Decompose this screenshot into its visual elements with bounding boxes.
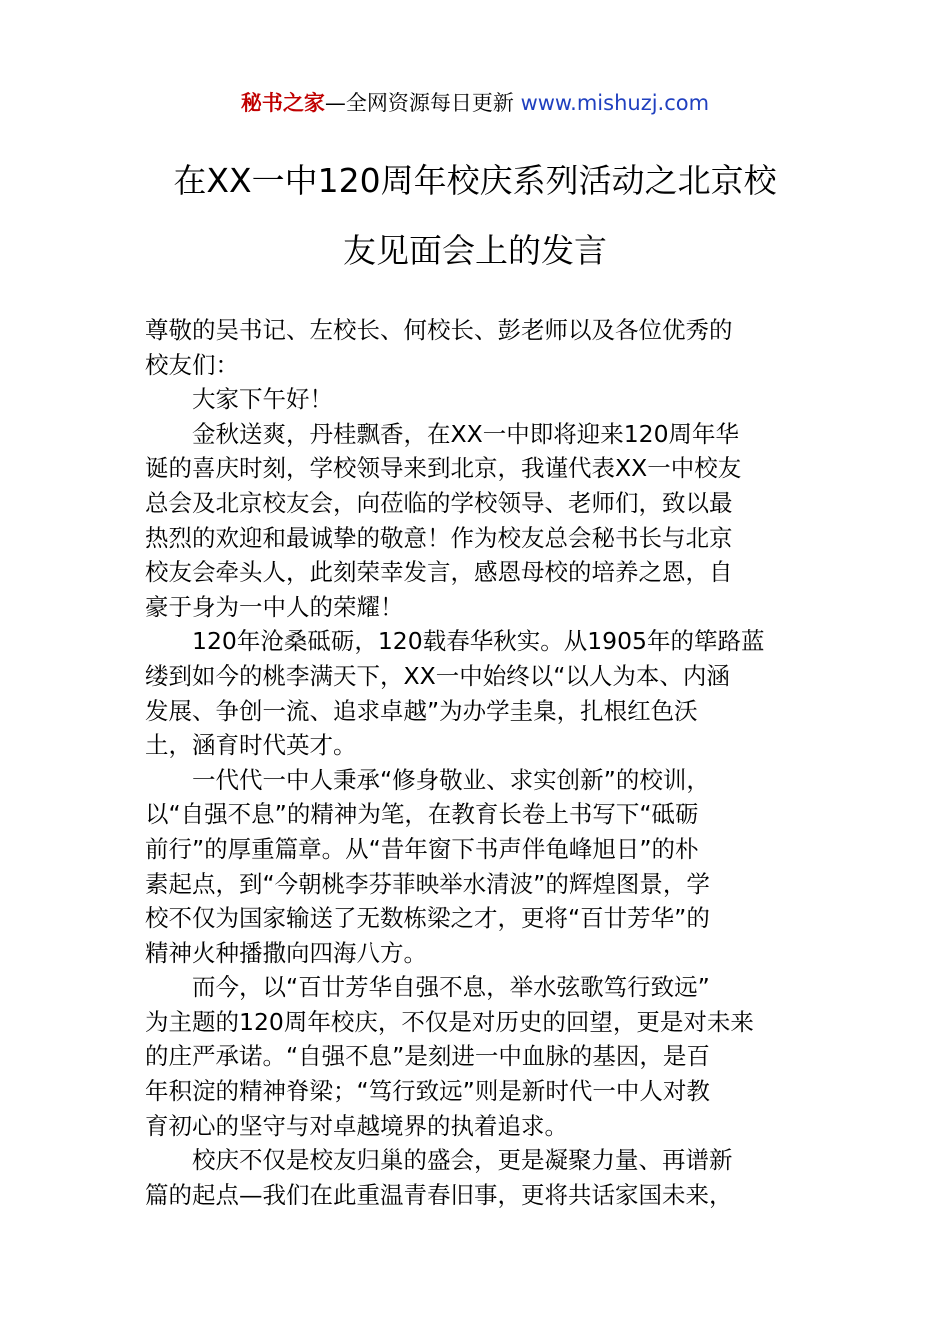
body-paragraph (145, 1143, 807, 1212)
header-tagline: 全网资源每日更新 (345, 91, 521, 115)
text-line: 总会及北京校友会，向莅临的学校领导、老师们，致以最 (145, 488, 733, 517)
body-paragraph (145, 763, 807, 971)
title-line: 友见面会上的发言 (343, 231, 607, 270)
body-paragraph (145, 417, 807, 625)
salutation-paragraph (145, 313, 807, 382)
text-line: 热烈的欢迎和最诚挚的敬意！作为校友总会秘书长与北京 (145, 523, 733, 552)
text-line: 以“自强不息”的精神为笔，在教育长卷上书写下“砥砺 (145, 800, 699, 829)
text-line: 的庄严承诺。“自强不息”是刻进一中血脉的基因，是百 (145, 1042, 710, 1071)
document-body (145, 313, 807, 1212)
text-line: 金秋送爽，丹桂飘香，在XX一中即将迎来120周年华 (192, 419, 740, 448)
site-header (0, 88, 950, 118)
text-line: 尊敬的吴书记、左校长、何校长、彭老师以及各位优秀的 (145, 316, 733, 344)
header-separator: — (324, 91, 346, 115)
text-line: 一代代一中人秉承“修身敬业、求实创新”的校训， (192, 765, 710, 794)
body-paragraph (145, 624, 807, 762)
text-line: 精神火种播撒向四海八方。 (145, 938, 427, 967)
brand-name: 秘书之家 (240, 91, 325, 115)
text-line: 前行”的厚重篇章。从“昔年窗下书声伴龟峰旭日”的朴 (145, 834, 699, 863)
text-line: 大家下午好！ (192, 385, 333, 414)
text-line: 诞的喜庆时刻，学校领导来到北京，我谨代表XX一中校友 (145, 454, 742, 483)
text-line: 豪于身为一中人的荣耀！ (145, 592, 404, 621)
text-line: 120年沧桑砥砺，120载春华秋实。从1905年的筚路蓝 (192, 627, 765, 656)
text-line: 校不仅为国家输送了无数栋梁之才，更将“百廿芳华”的 (145, 904, 710, 933)
header-url-link[interactable]: www.mishuzj.com (520, 91, 710, 115)
document-title (120, 146, 830, 286)
greeting-paragraph (145, 382, 807, 417)
text-line: 年积淀的精神脊梁；“笃行致远”则是新时代一中人对教 (145, 1077, 710, 1106)
title-line: 在XX一中120周年校庆系列活动之北京校 (173, 161, 777, 200)
text-line: 校庆不仅是校友归巢的盛会，更是凝聚力量、再谱新 (192, 1146, 733, 1175)
text-line: 校友会牵头人，此刻荣幸发言，感恩母校的培养之恩，自 (145, 558, 733, 587)
text-line: 素起点，到“今朝桃李芬菲映举水清波”的辉煌图景，学 (145, 869, 710, 898)
text-line: 为主题的120周年校庆，不仅是对历史的回望，更是对未来 (145, 1007, 754, 1036)
text-line: 育初心的坚守与对卓越境界的执着追求。 (145, 1111, 568, 1140)
text-line: 发展、争创一流、追求卓越”为办学圭臬，扎根红色沃 (145, 696, 698, 725)
text-line: 校友们： (145, 350, 239, 379)
text-line: 而今，以“百廿芳华自强不息，举水弦歌笃行致远” (192, 973, 710, 1002)
text-line: 缕到如今的桃李满天下，XX一中始终以“以人为本、内涵 (145, 661, 730, 690)
text-line: 篇的起点—我们在此重温青春旧事，更将共话家国未来， (145, 1180, 733, 1209)
text-line: 土，涵育时代英才。 (145, 731, 357, 760)
body-paragraph (145, 970, 807, 1143)
